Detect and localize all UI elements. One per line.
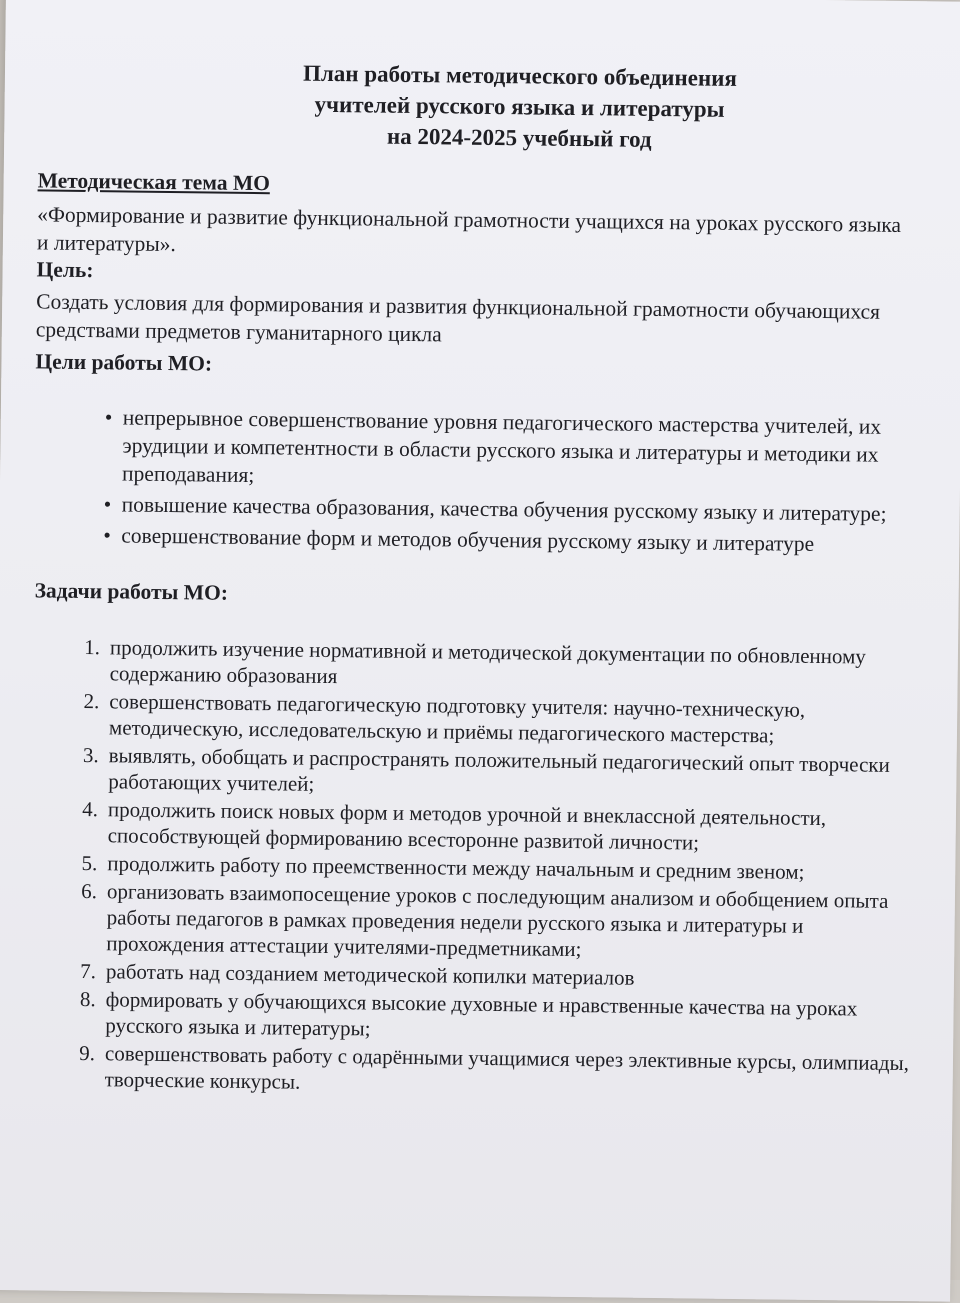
task-item [54,878,915,967]
task-number: 1. [84,635,101,660]
bullet-icon: • [104,405,113,430]
task-number: 9. [79,1040,96,1066]
task-text: продолжить работу по преемственности между начальным и средним звеном; [107,851,805,884]
aims-item [94,403,960,498]
task-number: 8. [79,986,96,1012]
aims-item-text: непрерывное совершенствование уровня педагогического мастерства учителей, их эрудиции и компетентности в области русского языка и литературы и методики их преподавания; [121,405,882,488]
task-text: организовать взаимопосещение уроков с последующим анализом и обобщением опыта работы педагогов в рамках проведения недели русского языка и литературы и прохождения аттестации учителями-предметниками; [106,879,889,962]
theme-text: «Формирование и развитие функциональной грамотности учащихся на уроках русского языка и литературы». [36,202,902,257]
task-text: продолжить поиск новых форм и методов урочной и внеклассной деятельности, способствующей формированию всесторонне развитой личности; [107,797,827,855]
task-number: 6. [81,878,98,904]
document-title [4,54,960,160]
tasks-list [53,634,919,1104]
title-line-1: План работы методического объединения [302,60,738,91]
task-text: выявлять, обобщать и распространять положительный педагогический опыт творчески работающих учителей; [108,743,890,796]
task-item [58,634,919,697]
task-item [53,986,914,1049]
aims-item-text: совершенствование форм и методов обучения русскому языку и литературе [121,523,815,556]
task-text: формировать у обучающихся высокие духовные и нравственные качества на уроках русского языка и литературы; [105,987,858,1041]
task-text: совершенствовать работу с одарёнными учащимися через элективные курсы, олимпиады, творческие конкурсы. [104,1041,910,1094]
task-text: совершенствовать педагогическую подготовку учителя: научно-техническую, методическую, исследовательскую и приёмы педагогического мастерства; [108,689,806,748]
task-number: 3. [82,742,99,768]
goal-heading: Цель: [36,257,94,283]
title-line-3: на 2024-2025 учебный год [386,123,652,152]
bullet-icon: • [103,492,112,517]
task-text: продолжить изучение нормативной и методической документации по обновленному содержанию образования [109,635,867,689]
task-item [56,796,917,859]
theme-heading: Методическая тема МО [37,168,271,196]
task-item [53,1040,914,1103]
task-text: работать над созданием методической копилки материалов [105,959,635,990]
aims-heading: Цели работы МО: [35,349,213,376]
task-number: 5. [81,850,98,876]
aims-list [93,403,960,563]
bullet-icon: • [103,523,112,548]
tasks-heading: Задачи работы МО: [34,578,229,605]
title-line-2: учителей русского языка и литературы [314,91,725,122]
task-number: 4. [82,796,99,822]
task-item [57,688,918,751]
aims-item-text: повышение качества образования, качества обучения русскому языку и литературе; [121,492,887,526]
task-item [56,742,917,805]
task-number: 2. [83,689,100,714]
goal-text: Создать условия для формирования и развития функциональной грамотности обучающихся средствами предметов гуманитарного цикла [35,289,881,347]
task-number: 7. [80,958,97,984]
